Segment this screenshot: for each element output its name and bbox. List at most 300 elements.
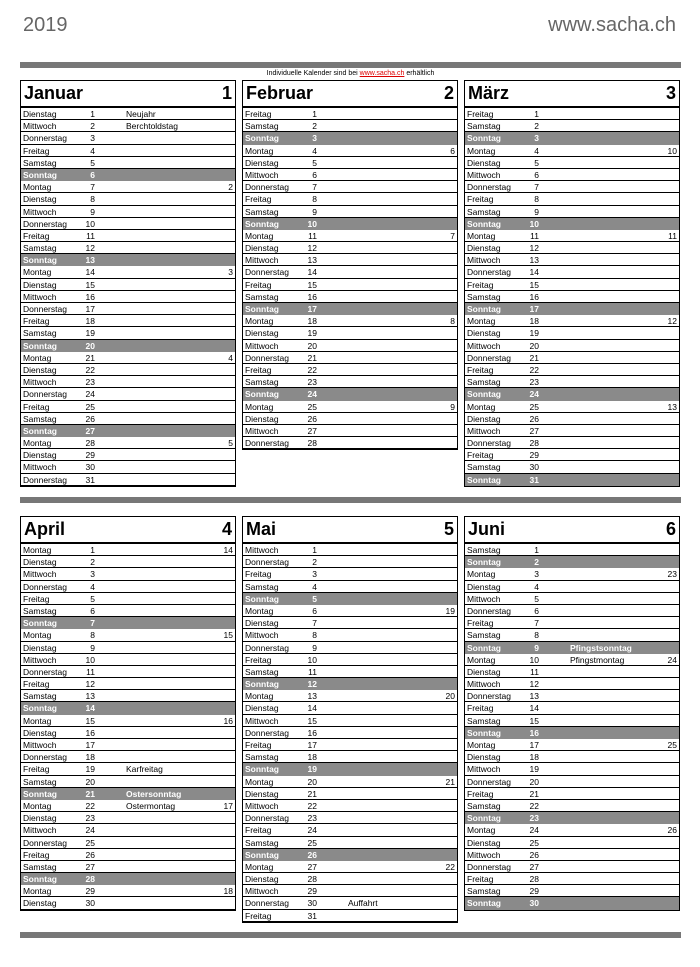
day-name: Sonntag bbox=[23, 169, 57, 180]
day-date: 9 bbox=[90, 206, 95, 217]
day-row bbox=[465, 181, 679, 193]
day-name: Freitag bbox=[467, 618, 494, 629]
day-row bbox=[243, 776, 457, 788]
day-date: 6 bbox=[312, 605, 317, 616]
day-date: 4 bbox=[90, 581, 95, 592]
day-date: 5 bbox=[312, 593, 317, 604]
day-name: Freitag bbox=[467, 788, 494, 799]
day-name: Freitag bbox=[467, 703, 494, 714]
day-name: Freitag bbox=[467, 279, 494, 290]
day-row bbox=[21, 206, 235, 218]
day-row bbox=[243, 279, 457, 291]
day-date: 8 bbox=[312, 630, 317, 641]
month-header bbox=[465, 517, 679, 544]
day-name: Montag bbox=[467, 230, 496, 241]
day-date: 23 bbox=[85, 377, 95, 388]
day-row bbox=[243, 388, 457, 400]
day-row bbox=[465, 751, 679, 763]
week-number: 4 bbox=[228, 352, 233, 363]
day-row bbox=[21, 218, 235, 230]
day-name: Freitag bbox=[467, 450, 494, 461]
day-row bbox=[21, 108, 235, 120]
day-date: 23 bbox=[85, 813, 95, 824]
month-header bbox=[21, 81, 235, 108]
day-name: Dienstag bbox=[467, 581, 501, 592]
day-row bbox=[21, 120, 235, 132]
day-date: 20 bbox=[85, 340, 95, 351]
day-name: Donnerstag bbox=[467, 438, 511, 449]
day-name: Samstag bbox=[23, 861, 57, 872]
month-number: 5 bbox=[443, 519, 454, 539]
day-name: Mittwoch bbox=[23, 291, 57, 302]
day-name: Sonntag bbox=[23, 425, 57, 436]
day-date: 6 bbox=[312, 169, 317, 180]
day-name: Mittwoch bbox=[245, 545, 279, 555]
day-name: Samstag bbox=[23, 243, 57, 254]
day-date: 19 bbox=[307, 764, 317, 775]
day-name: Donnerstag bbox=[245, 898, 289, 909]
day-row bbox=[465, 873, 679, 885]
day-date: 26 bbox=[85, 849, 95, 860]
day-date: 24 bbox=[85, 389, 95, 400]
day-date: 25 bbox=[529, 401, 539, 412]
day-row bbox=[465, 654, 679, 666]
day-row bbox=[243, 230, 457, 242]
month-4 bbox=[242, 516, 458, 923]
day-name: Dienstag bbox=[23, 279, 57, 290]
day-row bbox=[21, 556, 235, 568]
day-row bbox=[243, 108, 457, 120]
year-label: 2019 bbox=[23, 14, 68, 36]
day-date: 2 bbox=[312, 557, 317, 568]
day-name: Donnerstag bbox=[245, 438, 289, 449]
day-date: 5 bbox=[312, 157, 317, 168]
day-row bbox=[21, 364, 235, 376]
day-row bbox=[243, 812, 457, 824]
day-row bbox=[21, 388, 235, 400]
day-name: Freitag bbox=[245, 364, 272, 375]
day-date: 1 bbox=[312, 545, 317, 555]
day-name: Donnerstag bbox=[23, 837, 67, 848]
bottom-divider bbox=[20, 932, 681, 938]
day-row bbox=[21, 751, 235, 763]
month-number: 2 bbox=[443, 83, 454, 103]
day-name: Sonntag bbox=[467, 898, 501, 909]
day-name: Dienstag bbox=[245, 328, 279, 339]
day-date: 17 bbox=[529, 304, 539, 314]
day-row bbox=[243, 763, 457, 775]
day-name: Sonntag bbox=[23, 255, 57, 266]
day-name: Dienstag bbox=[23, 642, 57, 653]
day-date: 5 bbox=[90, 593, 95, 604]
day-name: Samstag bbox=[467, 800, 501, 811]
day-date: 6 bbox=[534, 169, 539, 180]
day-date: 7 bbox=[90, 618, 95, 629]
week-number: 19 bbox=[445, 605, 455, 616]
day-name: Samstag bbox=[467, 377, 501, 388]
day-row bbox=[465, 849, 679, 861]
day-row bbox=[243, 727, 457, 739]
day-row bbox=[465, 218, 679, 230]
day-row bbox=[243, 910, 457, 922]
day-name: Montag bbox=[23, 352, 52, 363]
day-name: Montag bbox=[23, 438, 52, 449]
day-row bbox=[243, 702, 457, 714]
day-row bbox=[21, 169, 235, 181]
day-date: 13 bbox=[85, 255, 95, 266]
day-date: 7 bbox=[312, 182, 317, 193]
month-number: 6 bbox=[665, 519, 676, 539]
day-date: 14 bbox=[529, 267, 539, 278]
day-name: Freitag bbox=[23, 230, 50, 241]
day-date: 22 bbox=[85, 800, 95, 811]
day-date: 1 bbox=[90, 545, 95, 555]
day-name: Donnerstag bbox=[23, 389, 67, 400]
day-date: 30 bbox=[85, 462, 95, 473]
day-date: 1 bbox=[534, 545, 539, 555]
notice-text bbox=[20, 70, 681, 78]
day-date: 8 bbox=[90, 194, 95, 205]
day-row bbox=[21, 812, 235, 824]
holiday-label: Ostermontag bbox=[126, 800, 176, 811]
day-row bbox=[243, 193, 457, 205]
day-date: 17 bbox=[307, 740, 317, 750]
day-date: 27 bbox=[307, 861, 317, 872]
day-row bbox=[21, 132, 235, 144]
day-date: 12 bbox=[529, 243, 539, 254]
day-name: Samstag bbox=[23, 157, 57, 168]
notice-post: erhältlich bbox=[404, 70, 435, 77]
day-row bbox=[465, 413, 679, 425]
day-date: 6 bbox=[90, 605, 95, 616]
day-name: Donnerstag bbox=[245, 813, 289, 824]
day-name: Montag bbox=[467, 740, 496, 750]
day-name: Donnerstag bbox=[245, 352, 289, 363]
day-date: 10 bbox=[529, 218, 539, 229]
day-name: Freitag bbox=[23, 401, 50, 412]
day-row bbox=[243, 218, 457, 230]
day-row bbox=[21, 666, 235, 678]
day-name: Donnerstag bbox=[467, 352, 511, 363]
day-date: 15 bbox=[85, 715, 95, 726]
day-row bbox=[465, 206, 679, 218]
day-date: 28 bbox=[529, 874, 539, 885]
day-name: Samstag bbox=[245, 377, 279, 388]
day-date: 7 bbox=[312, 618, 317, 629]
day-name: Freitag bbox=[245, 194, 272, 205]
day-name: Montag bbox=[23, 715, 52, 726]
day-name: Dienstag bbox=[245, 788, 279, 799]
day-date: 17 bbox=[85, 740, 95, 750]
day-name: Sonntag bbox=[467, 389, 501, 400]
month-header bbox=[243, 517, 457, 544]
day-row bbox=[465, 715, 679, 727]
day-row bbox=[465, 617, 679, 629]
day-row bbox=[243, 581, 457, 593]
month-number: 1 bbox=[221, 83, 232, 103]
day-row bbox=[465, 678, 679, 690]
day-date: 20 bbox=[307, 776, 317, 787]
day-name: Donnerstag bbox=[245, 557, 289, 568]
day-row bbox=[21, 425, 235, 437]
day-row bbox=[21, 849, 235, 861]
notice-link[interactable]: www.sacha.ch bbox=[359, 70, 405, 77]
day-name: Sonntag bbox=[23, 703, 57, 714]
day-date: 7 bbox=[534, 618, 539, 629]
day-name: Mittwoch bbox=[245, 340, 279, 351]
day-name: Montag bbox=[467, 401, 496, 412]
day-name: Dienstag bbox=[23, 109, 57, 119]
day-date: 5 bbox=[534, 593, 539, 604]
holiday-label: Ostersonntag bbox=[126, 788, 182, 799]
day-row bbox=[21, 193, 235, 205]
day-name: Montag bbox=[245, 776, 274, 787]
day-name: Samstag bbox=[23, 413, 57, 424]
day-row bbox=[243, 303, 457, 315]
day-name: Mittwoch bbox=[245, 169, 279, 180]
day-row bbox=[465, 690, 679, 702]
day-name: Montag bbox=[23, 886, 52, 897]
day-name: Montag bbox=[23, 267, 52, 278]
day-row bbox=[465, 242, 679, 254]
week-number: 25 bbox=[667, 740, 677, 750]
week-number: 16 bbox=[223, 715, 233, 726]
day-name: Dienstag bbox=[23, 813, 57, 824]
day-row bbox=[465, 812, 679, 824]
day-date: 15 bbox=[85, 279, 95, 290]
day-row bbox=[21, 401, 235, 413]
day-date: 3 bbox=[534, 569, 539, 580]
day-row bbox=[21, 449, 235, 461]
day-date: 8 bbox=[90, 630, 95, 641]
day-row bbox=[21, 279, 235, 291]
day-row bbox=[21, 315, 235, 327]
day-row bbox=[243, 364, 457, 376]
day-row bbox=[243, 861, 457, 873]
top-divider bbox=[20, 62, 681, 68]
day-date: 5 bbox=[534, 157, 539, 168]
day-row bbox=[243, 376, 457, 388]
day-row bbox=[21, 291, 235, 303]
day-row bbox=[465, 388, 679, 400]
day-date: 11 bbox=[86, 666, 95, 677]
day-name: Montag bbox=[245, 605, 274, 616]
day-name: Montag bbox=[245, 861, 274, 872]
day-name: Donnerstag bbox=[467, 267, 511, 278]
day-date: 22 bbox=[307, 364, 317, 375]
day-name: Mittwoch bbox=[23, 654, 57, 665]
week-number: 24 bbox=[667, 654, 677, 665]
day-row bbox=[243, 824, 457, 836]
day-date: 14 bbox=[307, 267, 317, 278]
day-name: Montag bbox=[467, 316, 496, 327]
week-number: 17 bbox=[223, 800, 233, 811]
day-date: 13 bbox=[529, 691, 539, 702]
day-row bbox=[243, 242, 457, 254]
day-name: Donnerstag bbox=[23, 581, 67, 592]
day-date: 8 bbox=[534, 630, 539, 641]
day-date: 21 bbox=[529, 352, 539, 363]
month-name: Mai bbox=[246, 519, 277, 539]
site-url[interactable]: www.sacha.ch bbox=[548, 14, 676, 36]
day-name: Samstag bbox=[245, 206, 279, 217]
day-name: Freitag bbox=[467, 364, 494, 375]
day-date: 16 bbox=[85, 291, 95, 302]
month-header bbox=[243, 81, 457, 108]
day-row bbox=[465, 376, 679, 388]
day-name: Mittwoch bbox=[23, 825, 57, 836]
day-name: Dienstag bbox=[467, 243, 501, 254]
holiday-label: Neujahr bbox=[126, 109, 156, 119]
day-name: Samstag bbox=[467, 715, 501, 726]
day-row bbox=[21, 873, 235, 885]
day-date: 16 bbox=[307, 727, 317, 738]
day-row bbox=[465, 568, 679, 580]
day-name: Dienstag bbox=[467, 837, 501, 848]
month-name: Februar bbox=[246, 83, 314, 103]
day-date: 29 bbox=[529, 886, 539, 897]
day-name: Samstag bbox=[245, 752, 279, 763]
day-row bbox=[243, 715, 457, 727]
day-name: Sonntag bbox=[467, 133, 501, 144]
day-date: 19 bbox=[307, 328, 317, 339]
day-row bbox=[465, 788, 679, 800]
day-name: Sonntag bbox=[245, 593, 279, 604]
week-number: 5 bbox=[228, 438, 233, 449]
week-number: 23 bbox=[667, 569, 677, 580]
day-name: Samstag bbox=[23, 691, 57, 702]
day-row bbox=[21, 327, 235, 339]
day-date: 11 bbox=[530, 666, 539, 677]
day-date: 19 bbox=[529, 764, 539, 775]
day-row bbox=[465, 425, 679, 437]
day-name: Samstag bbox=[467, 206, 501, 217]
day-name: Mittwoch bbox=[245, 886, 279, 897]
day-name: Dienstag bbox=[467, 752, 501, 763]
day-name: Donnerstag bbox=[245, 182, 289, 193]
day-name: Mittwoch bbox=[23, 206, 57, 217]
day-name: Donnerstag bbox=[23, 474, 67, 485]
day-row bbox=[243, 666, 457, 678]
day-name: Sonntag bbox=[245, 304, 279, 314]
week-number: 20 bbox=[445, 691, 455, 702]
day-name: Sonntag bbox=[245, 679, 279, 690]
day-name: Samstag bbox=[23, 328, 57, 339]
month-0 bbox=[20, 80, 236, 487]
day-row bbox=[465, 279, 679, 291]
day-row bbox=[465, 885, 679, 897]
day-row bbox=[243, 800, 457, 812]
day-row bbox=[243, 132, 457, 144]
day-date: 25 bbox=[307, 401, 317, 412]
day-row bbox=[465, 340, 679, 352]
day-date: 27 bbox=[529, 861, 539, 872]
week-number: 8 bbox=[450, 316, 455, 327]
day-date: 14 bbox=[85, 703, 95, 714]
day-name: Montag bbox=[245, 145, 274, 156]
day-name: Freitag bbox=[23, 145, 50, 156]
day-name: Samstag bbox=[467, 886, 501, 897]
day-row bbox=[465, 800, 679, 812]
day-row bbox=[21, 629, 235, 641]
day-date: 19 bbox=[85, 328, 95, 339]
day-date: 11 bbox=[308, 230, 317, 241]
day-date: 23 bbox=[307, 377, 317, 388]
day-date: 21 bbox=[529, 788, 539, 799]
day-row bbox=[465, 120, 679, 132]
day-date: 3 bbox=[534, 133, 539, 144]
day-date: 26 bbox=[85, 413, 95, 424]
day-row bbox=[21, 413, 235, 425]
day-date: 27 bbox=[529, 425, 539, 436]
day-name: Donnerstag bbox=[23, 304, 67, 314]
week-number: 3 bbox=[228, 267, 233, 278]
day-name: Donnerstag bbox=[467, 861, 511, 872]
day-row bbox=[243, 885, 457, 897]
day-date: 17 bbox=[307, 304, 317, 314]
day-name: Donnerstag bbox=[245, 727, 289, 738]
day-date: 21 bbox=[307, 352, 317, 363]
day-date: 24 bbox=[307, 825, 317, 836]
day-name: Donnerstag bbox=[23, 218, 67, 229]
day-row bbox=[21, 437, 235, 449]
day-name: Freitag bbox=[245, 279, 272, 290]
day-name: Freitag bbox=[245, 654, 272, 665]
day-row bbox=[465, 352, 679, 364]
day-name: Dienstag bbox=[467, 413, 501, 424]
day-row bbox=[243, 568, 457, 580]
day-name: Mittwoch bbox=[467, 255, 501, 266]
day-date: 22 bbox=[85, 364, 95, 375]
day-name: Samstag bbox=[467, 291, 501, 302]
day-date: 6 bbox=[90, 169, 95, 180]
week-number: 11 bbox=[668, 230, 677, 241]
day-name: Mittwoch bbox=[245, 800, 279, 811]
day-name: Dienstag bbox=[23, 727, 57, 738]
day-date: 21 bbox=[85, 352, 95, 363]
day-row bbox=[243, 437, 457, 449]
day-date: 28 bbox=[307, 438, 317, 449]
day-date: 30 bbox=[529, 898, 539, 909]
day-name: Samstag bbox=[23, 605, 57, 616]
day-row bbox=[243, 897, 457, 909]
day-row bbox=[21, 181, 235, 193]
day-name: Donnerstag bbox=[467, 605, 511, 616]
day-name: Sonntag bbox=[23, 874, 57, 885]
holiday-label: Pfingstmontag bbox=[570, 654, 625, 665]
day-date: 30 bbox=[85, 898, 95, 909]
day-name: Donnerstag bbox=[245, 642, 289, 653]
day-date: 7 bbox=[90, 182, 95, 193]
day-date: 25 bbox=[307, 837, 317, 848]
day-name: Freitag bbox=[245, 910, 272, 921]
day-date: 2 bbox=[534, 557, 539, 568]
day-name: Montag bbox=[467, 825, 496, 836]
day-date: 8 bbox=[312, 194, 317, 205]
day-row bbox=[21, 303, 235, 315]
month-name: Juni bbox=[468, 519, 506, 539]
day-row bbox=[21, 763, 235, 775]
week-number: 15 bbox=[223, 630, 233, 641]
day-date: 14 bbox=[307, 703, 317, 714]
day-date: 2 bbox=[534, 121, 539, 132]
day-row bbox=[21, 544, 235, 556]
day-row bbox=[21, 654, 235, 666]
day-name: Dienstag bbox=[23, 364, 57, 375]
day-date: 2 bbox=[312, 121, 317, 132]
day-name: Sonntag bbox=[23, 788, 57, 799]
day-row bbox=[465, 315, 679, 327]
